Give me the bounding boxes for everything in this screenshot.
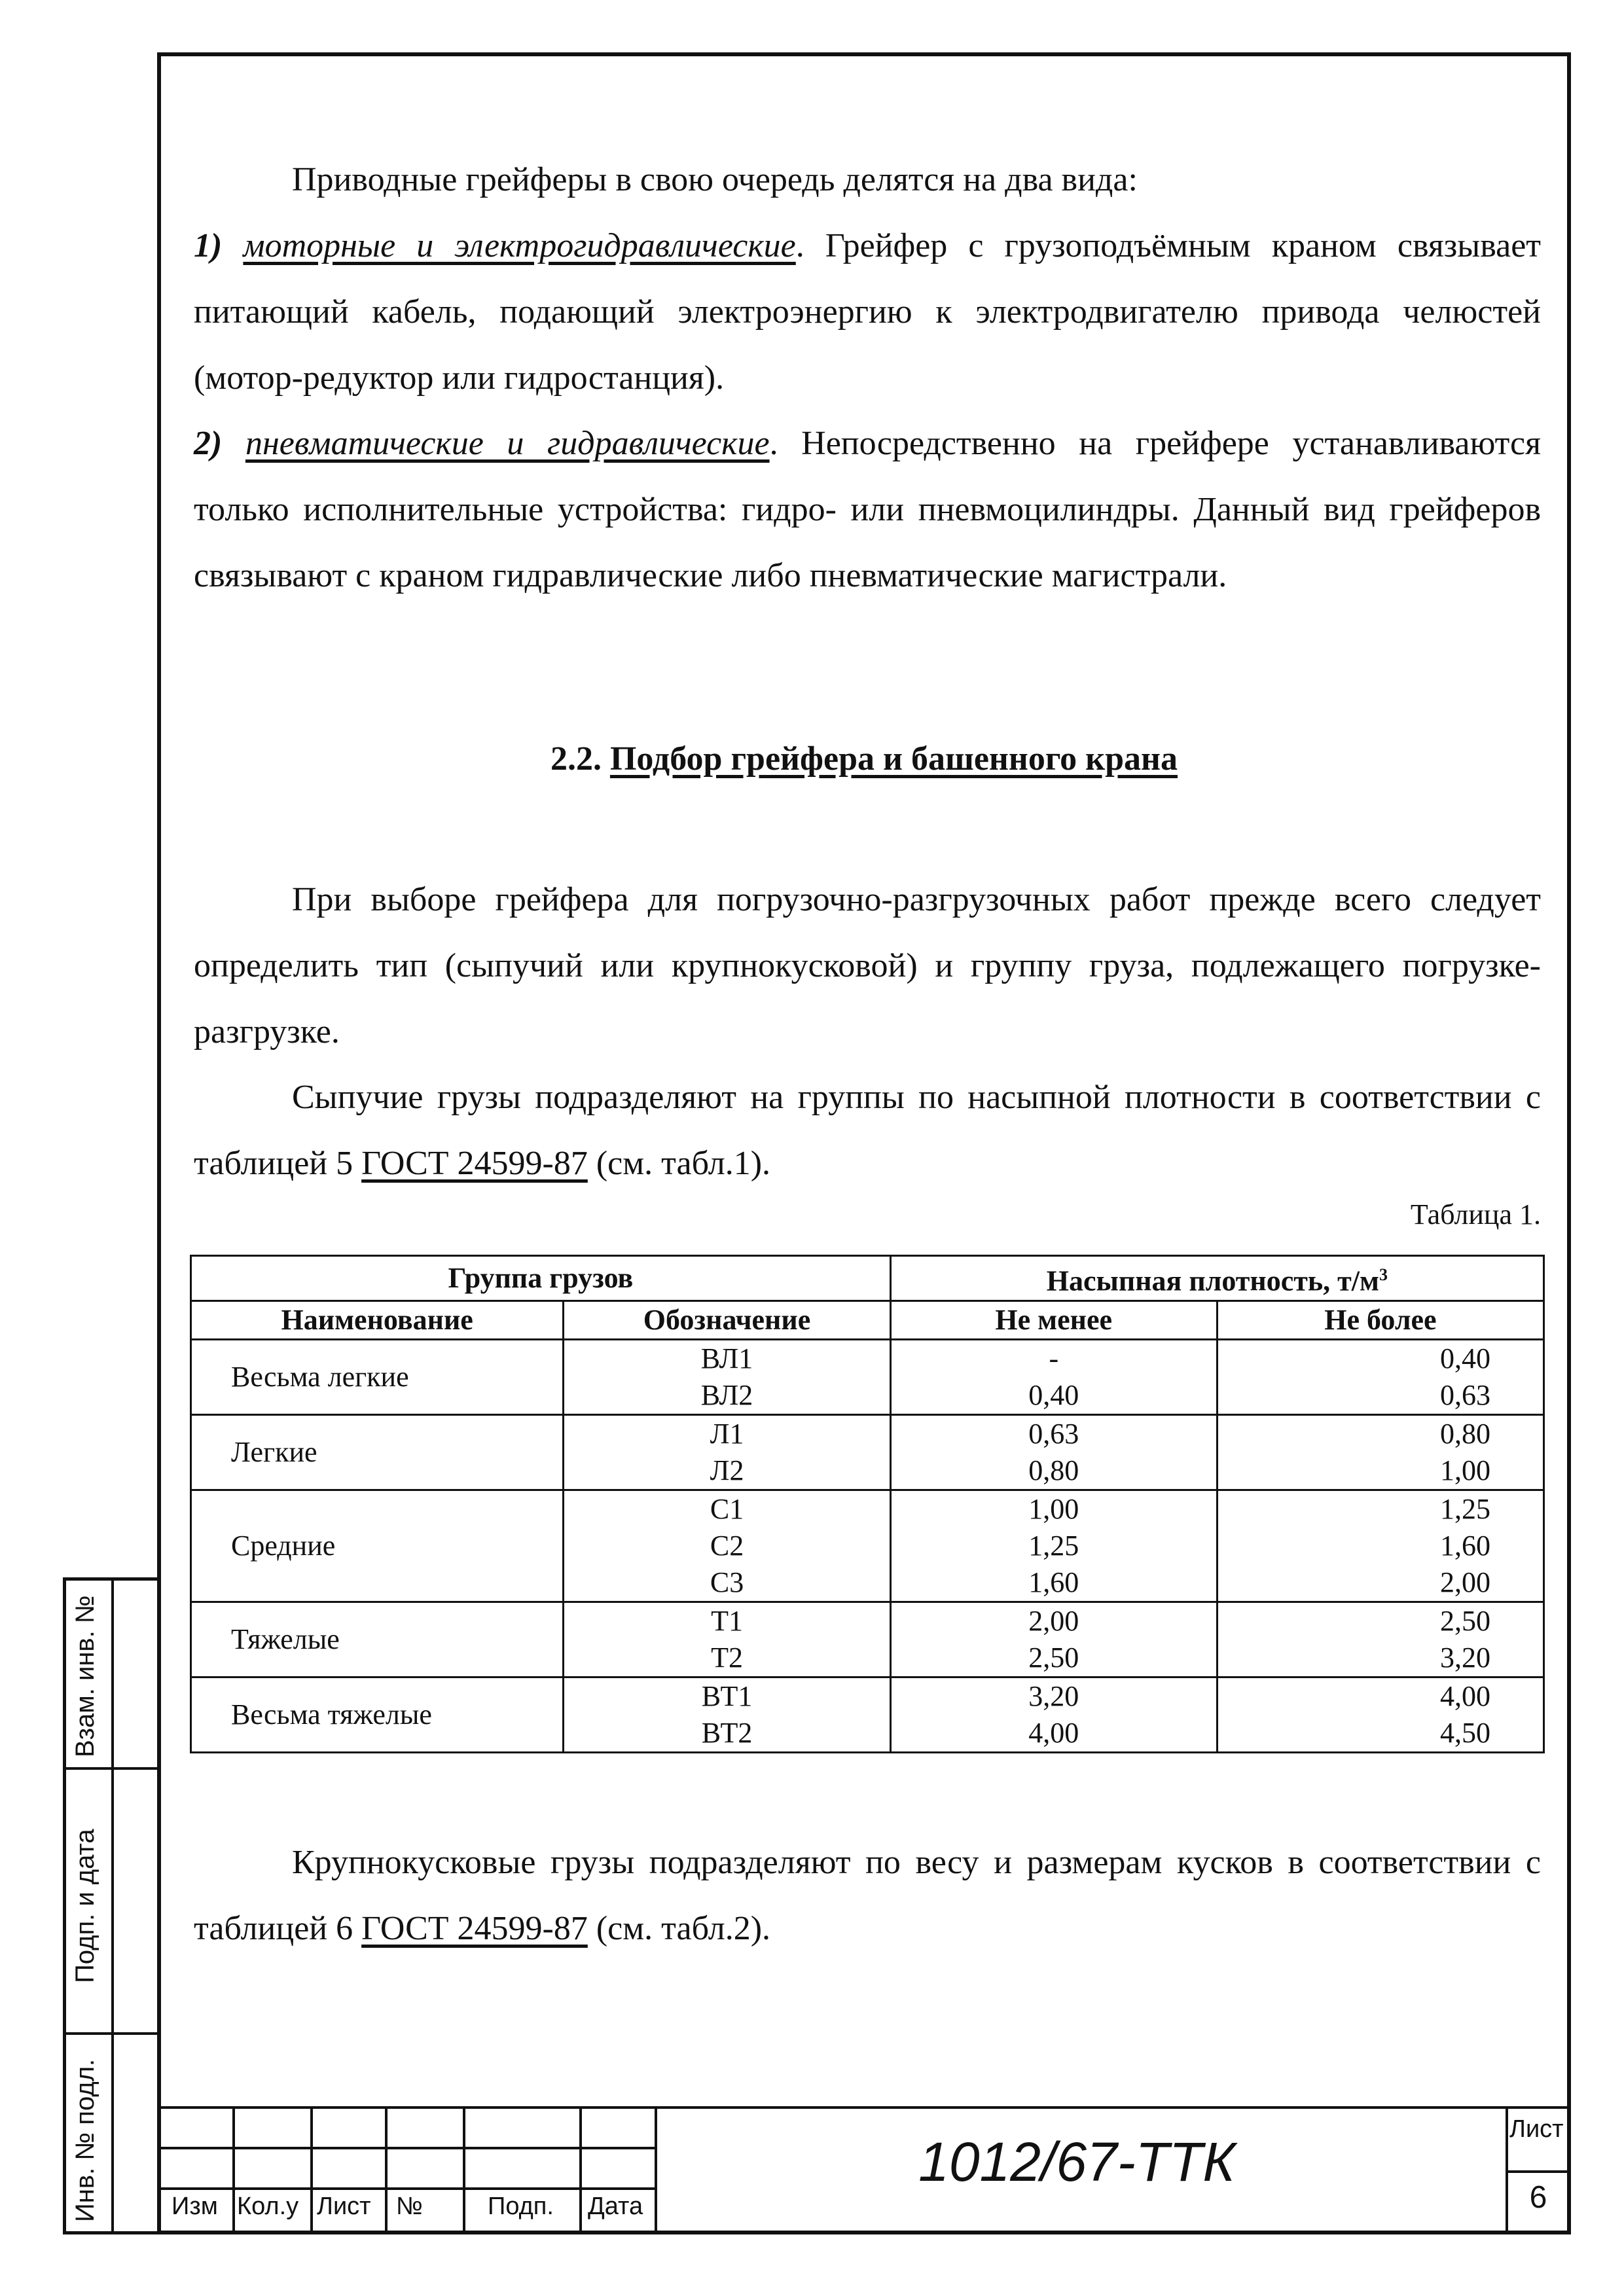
tb-kolu: Кол.у (237, 2193, 299, 2220)
table-row: Средние С1 С2 С3 1,00 1,25 1,60 1,25 1,60 2,00 (191, 1490, 1544, 1602)
tb-num: № (396, 2193, 423, 2220)
stamp-podp: Подп. и дата (71, 1829, 99, 1983)
sheet-label: Лист (1509, 2115, 1564, 2143)
document-code: 1012/67-ТТК (918, 2131, 1235, 2193)
term-motor: моторные и электрогидравлические (243, 227, 796, 264)
table-subheader-row (191, 1300, 1544, 1339)
tb-podp: Подп. (488, 2193, 554, 2220)
col-max: Не более (1217, 1300, 1543, 1339)
table-row: Весьма тяжелые ВТ1 ВТ2 3,20 4,00 4,00 4,50 (191, 1677, 1544, 1752)
table-row: Легкие Л1 Л2 0,63 0,80 0,80 1,00 (191, 1414, 1544, 1490)
header-density: Насыпная плотность, $т/м^3$ (890, 1256, 1543, 1301)
paragraph-lump: Крупнокусковые грузы подразделяют по весу и размерам кусков в соответствии с таблицей 6 ГОСТ 24599-87 (см. табл.2). (194, 1844, 1541, 1947)
paragraph-bulk: Сыпучие грузы подразделяют на группы по насыпной плотности в соответствии с таблицей 5 ГОСТ 24599-87 (см. табл.1). (194, 1079, 1541, 1182)
col-name: Наименование (191, 1300, 564, 1339)
table-header-row (191, 1256, 1544, 1301)
stamp-inv: Инв. № подл. (71, 2058, 99, 2222)
paragraph-selection: При выборе грейфера для погрузочно-разгрузочных работ прежде всего следует определить тип (сыпучий или крупнокусковой) и группу груза, подлежащего погрузке-разгрузке. (194, 881, 1541, 1050)
sheet-number: 6 (1529, 2180, 1547, 2215)
paragraph-intro: Приводные грейферы в свою очередь делятся на два вида: (292, 161, 1138, 198)
list-item-2: 2) пневматические и гидравлические. Непосредственно на грейфере устанавливаются только исполнительные устройства: гидро- или пневмоцилиндры. Данный вид грейферов связывают с краном гидравлические либо пневматические магистрали. (194, 425, 1542, 594)
table-row: Тяжелые Т1 Т2 2,00 2,50 2,50 3,20 (191, 1602, 1544, 1677)
gost-link-2[interactable]: ГОСТ 24599-87 (361, 1910, 588, 1947)
list-item-1: 1) моторные и электрогидравлические. Грейфер с грузоподъёмным краном связывает питающий кабель, подающий электроэнергию к электродвигателю привода челюстей (мотор-редуктор или гидростанция). (194, 227, 1541, 397)
gost-link[interactable]: ГОСТ 24599-87 (361, 1145, 588, 1182)
col-code: Обозначение (564, 1300, 890, 1339)
col-min: Не менее (890, 1300, 1217, 1339)
stamp-vzam: Взам. инв. № (71, 1595, 99, 1757)
title-block (157, 2106, 1571, 2109)
tb-list: Лист (317, 2193, 371, 2220)
table-row: Весьма легкие ВЛ1 ВЛ2 - 0,40 0,40 0,63 (191, 1339, 1544, 1414)
table-caption: Таблица 1. (1410, 1198, 1541, 1230)
header-group: Группа грузов (191, 1256, 891, 1301)
tb-izm: Изм (171, 2193, 218, 2220)
term-pneumatic: пневматические и гидравлические (245, 425, 770, 462)
tb-data: Дата (588, 2193, 643, 2220)
section-heading: 2.2. Подбор грейфера и башенного крана (550, 740, 1178, 778)
density-table (190, 1255, 1545, 1753)
